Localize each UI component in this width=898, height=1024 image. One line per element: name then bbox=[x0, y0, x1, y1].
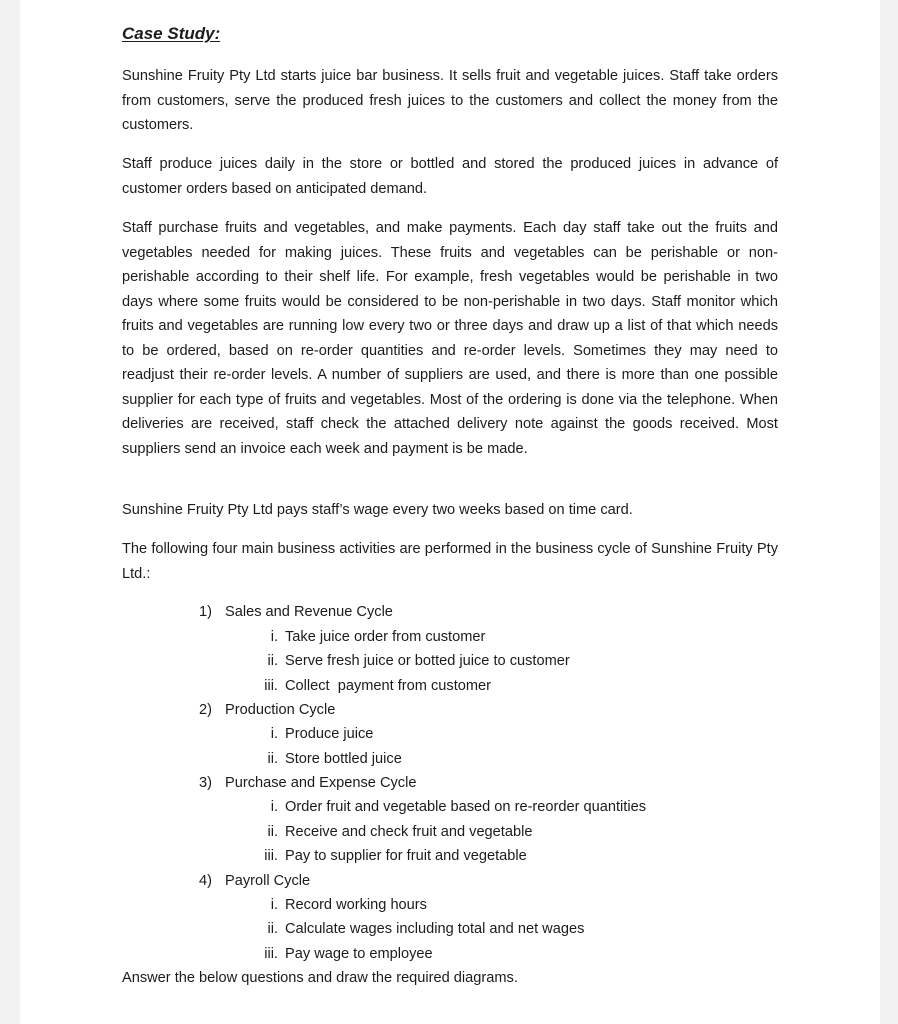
roman-numeral: i. bbox=[270, 799, 278, 815]
paragraph-purchasing: Staff purchase fruits and vegetables, and make payments. Each day staff take out the fruits and vegetables needed for making juices. These fruits and vegetables can be perishable or non-perishable according to their shelf life. For example, fresh vegetables would be perishable in two days where some fruits would be considered to be non-perishable in two days. Staff monitor which fruits and vegetables are running low every two or three days and draw up a list of that which needs to be ordered, based on re-order quantities and re-order levels. Sometimes they may need to readjust their re-order levels. A number of suppliers are used, and there is more than one possible supplier for each type of fruits and vegetables. Most of the ordering is done via the telephone. When deliveries are received, staff check the attached delivery note against the goods received. Most suppliers send an invoice each week and payment is be made. bbox=[122, 220, 778, 457]
cycle-number: 3) bbox=[199, 775, 212, 791]
cycle-subitem bbox=[244, 674, 491, 698]
cycle-number: 2) bbox=[199, 702, 212, 718]
roman-numeral: iii. bbox=[264, 678, 278, 694]
cycle-subitem bbox=[244, 747, 402, 771]
cycle-number: 4) bbox=[199, 873, 212, 889]
paragraph-activities-intro: The following four main business activities are performed in the business cycle of Sunshine Fruity Pty Ltd.: bbox=[122, 541, 778, 582]
subitem-text: Pay to supplier for fruit and vegetable bbox=[285, 848, 527, 864]
paragraph-production: Staff produce juices daily in the store or bottled and stored the produced juices in advance of customer orders based on anticipated demand. bbox=[122, 156, 778, 197]
subitem-text: Pay wage to employee bbox=[285, 946, 433, 962]
paragraph-intro: Sunshine Fruity Pty Ltd starts juice bar business. It sells fruit and vegetable juices. Staff take orders from customers, serve the produced fresh juices to the customers and collect the money from the customers. bbox=[122, 68, 778, 133]
subitem-text: Serve fresh juice or botted juice to customer bbox=[285, 653, 570, 669]
subitem-text: Receive and check fruit and vegetable bbox=[285, 824, 533, 840]
cycle-subitem bbox=[244, 893, 427, 917]
cycle-number: 1) bbox=[199, 604, 212, 620]
cycle-label: Payroll Cycle bbox=[225, 873, 311, 889]
document-page bbox=[20, 0, 880, 1024]
paragraph-payroll: Sunshine Fruity Pty Ltd pays staff’s wage every two weeks based on time card. bbox=[122, 502, 633, 518]
cycle-item bbox=[199, 600, 393, 624]
cycle-subitem bbox=[244, 820, 532, 844]
subitem-text: Produce juice bbox=[285, 726, 374, 742]
roman-numeral: ii. bbox=[267, 653, 278, 669]
subitem-text: Take juice order from customer bbox=[285, 629, 486, 645]
roman-numeral: ii. bbox=[267, 921, 278, 937]
cycle-label: Purchase and Expense Cycle bbox=[225, 775, 417, 791]
subitem-text: Order fruit and vegetable based on re-reorder quantities bbox=[285, 799, 647, 815]
cycle-subitem bbox=[244, 844, 527, 868]
cycle-subitem bbox=[244, 625, 485, 649]
subitem-text: Store bottled juice bbox=[285, 751, 402, 767]
roman-numeral: iii. bbox=[264, 946, 278, 962]
cycle-subitem bbox=[244, 942, 433, 966]
cycle-subitem bbox=[244, 649, 570, 673]
roman-numeral: ii. bbox=[267, 751, 278, 767]
cycle-label: Production Cycle bbox=[225, 702, 336, 718]
cycle-item bbox=[199, 869, 310, 893]
roman-numeral: i. bbox=[270, 726, 278, 742]
cycle-subitem bbox=[244, 795, 646, 819]
roman-numeral: i. bbox=[270, 897, 278, 913]
subitem-text: Record working hours bbox=[285, 897, 427, 913]
closing-instruction: Answer the below questions and draw the required diagrams. bbox=[122, 970, 518, 986]
roman-numeral: i. bbox=[270, 629, 278, 645]
roman-numeral: ii. bbox=[267, 824, 278, 840]
subitem-text: Collect payment from customer bbox=[285, 678, 492, 694]
cycle-subitem bbox=[244, 722, 373, 746]
cycle-item bbox=[199, 698, 335, 722]
case-study-title: Case Study: bbox=[122, 24, 221, 43]
cycle-subitem bbox=[244, 917, 584, 941]
cycle-item bbox=[199, 771, 416, 795]
roman-numeral: iii. bbox=[264, 848, 278, 864]
subitem-text: Calculate wages including total and net wages bbox=[285, 921, 585, 937]
cycle-label: Sales and Revenue Cycle bbox=[225, 604, 393, 620]
